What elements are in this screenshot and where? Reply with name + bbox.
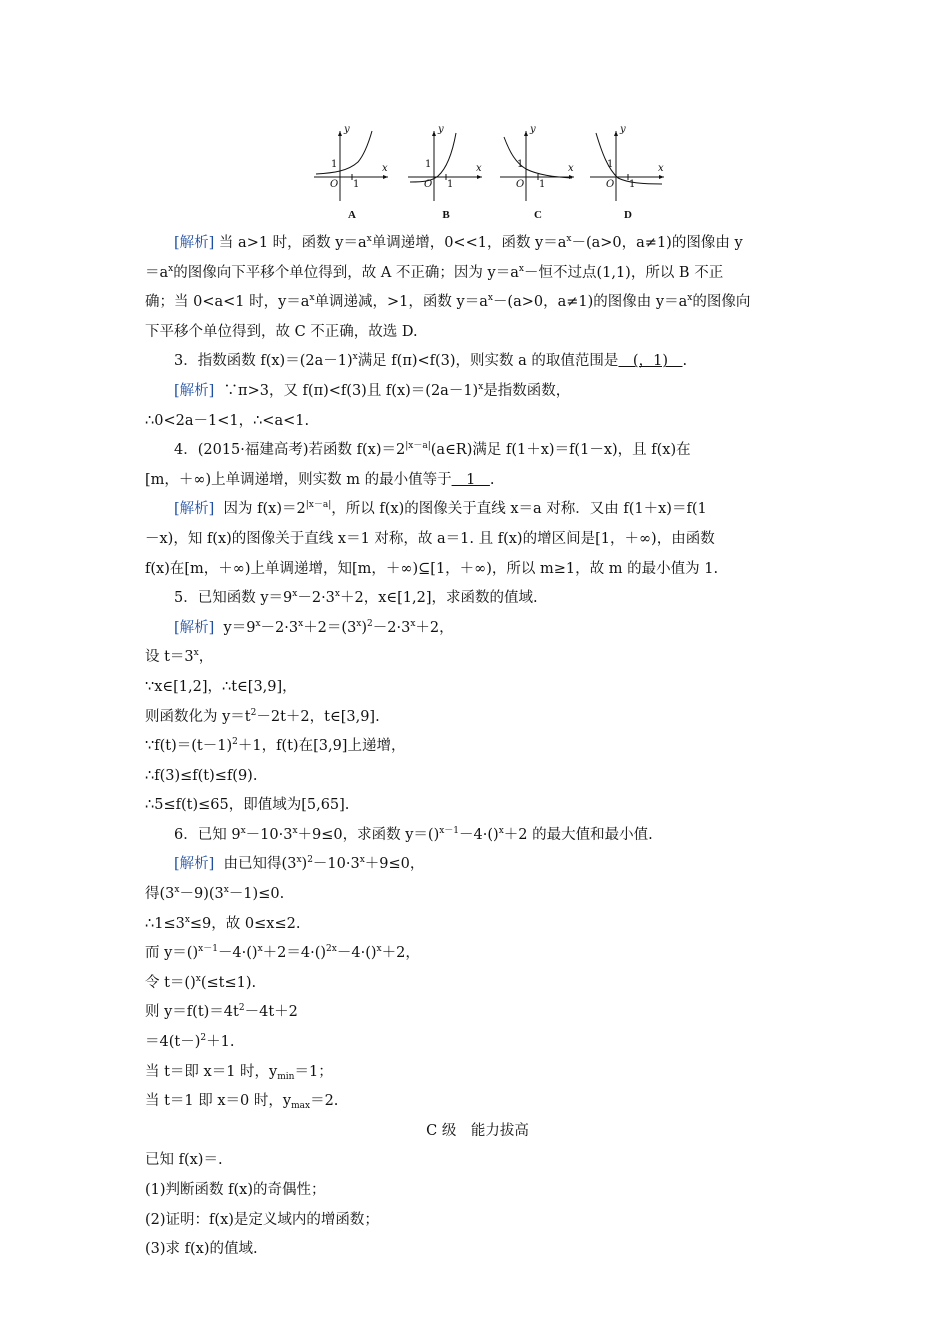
solution-6-line-4: 而 y＝()$^{x-1}$－4·()$^x$＋2＝4·()$^{2x}$－4·()$^x$＋2，: [145, 944, 420, 962]
graph-option-d: [586, 125, 670, 225]
solution-6-line-8: 当 t＝即 x＝1 时，$y_{min}=1$；: [145, 1063, 333, 1082]
origin-label: O: [424, 179, 433, 190]
question-c-stem: 已知 f(x)＝.: [145, 1152, 223, 1169]
question-4-line-2: [m，＋∞)上单调递增，则实数 m 的最小值等于＿1＿.: [145, 471, 495, 488]
origin-label: O: [606, 179, 615, 190]
solution-6-line-3: $\therefore 1\le 3^x\le 9$，故 0≤x≤2.: [145, 914, 301, 932]
solution-4-line-1: [解析] 因为 $f(x)=2^{|x-a|}$，所以 f(x)的图像关于直线 x＝a 对称．又由 f(1＋x)＝f(1: [174, 500, 707, 518]
analysis-tag: [解析]: [174, 501, 215, 518]
solution-5-line-6: ∴f(3)≤f(t)≤f(9).: [145, 767, 258, 784]
solution-3-line-1: [解析] ∵π>3，又 f(π)<f(3)且 $f(x)=(2a-1)^x$是指数函数，: [174, 381, 571, 399]
solution-5-line-1: [解析] $y=9^x-2\cdot 3^x+2=(3^x)^2-2\cdot 3^x+2$，: [174, 618, 454, 636]
document-body: [145, 229, 810, 1265]
y-axis-label: y: [530, 124, 536, 135]
solution-5-line-4: 则函数化为 $y=t^2-2t+2$，t∈[3,9].: [145, 707, 380, 725]
answer-blank: ＿(，1)＿: [618, 353, 683, 370]
solution-6-line-5: 令 t＝()$^x$(≤t≤1).: [145, 973, 257, 991]
y-tick-1: 1: [607, 159, 614, 170]
y-tick-1: 1: [331, 159, 338, 170]
x-tick-1: 1: [353, 179, 360, 190]
y-tick-1: 1: [517, 159, 524, 170]
y-axis-label: y: [438, 124, 444, 135]
question-c-part-2: (2)证明：f(x)是定义域内的增函数；: [145, 1211, 379, 1228]
x-axis-label: x: [382, 163, 388, 174]
solution-6-line-2: 得$(3^x-9)(3^x-1)\le 0$.: [145, 885, 285, 903]
question-3: 3．指数函数 $f(x)=(2a-1)^x$满足 f(π)<f(3)，则实数 a 的取值范围是＿(，1)＿.: [174, 352, 688, 370]
section-heading: C 级 能力拔高: [426, 1122, 529, 1139]
origin-label: O: [330, 179, 339, 190]
solution-6-line-9: 当 t＝1 即 x＝0 时，$y_{max}=2$.: [145, 1093, 339, 1112]
x-tick-1: 1: [539, 179, 546, 190]
question-c-part-1: (1)判断函数 f(x)的奇偶性；: [145, 1182, 326, 1198]
graph-label: D: [624, 209, 632, 221]
solution-6-line-1: [解析] 由已知得$(3^x)^2-10\cdot 3^x+9\le 0$，: [174, 855, 425, 873]
x-axis-label: x: [658, 163, 664, 174]
question-4-line-1: 4．(2015·福建高考)若函数 $f(x)=2^{|x-a|}(a\in R)$满足 f(1＋x)＝f(1－x)，且 f(x)在: [174, 441, 691, 459]
solution-2-line-4: 下平移个单位得到，故 C 不正确，故选 D.: [145, 323, 418, 340]
solution-2-line-3: 确；当 0<a<1 时，$y=a^x$单调递减，>1，函数 $y=a^x-(a>0$，a≠1)的图像由 $y=a^x$的图像向: [145, 293, 751, 311]
x-axis-label: x: [476, 163, 482, 174]
solution-5-line-5: $\because f(t)=(t-1)^2+1$，f(t)在[3,9]上递增，: [145, 737, 406, 755]
graph-option-b: [404, 125, 488, 225]
analysis-tag: [解析]: [174, 856, 215, 873]
exponential-graph-options: [310, 125, 670, 225]
x-tick-1: 1: [629, 179, 636, 190]
graph-label: C: [534, 209, 542, 221]
graph-option-c: [496, 125, 580, 225]
graph-option-a: [310, 125, 394, 225]
solution-6-line-6: 则 $y=f(t)=4t^2-4t+2$: [145, 1003, 298, 1021]
analysis-tag: [解析]: [174, 619, 215, 636]
graph-label: A: [348, 209, 356, 221]
solution-2-line-1: [解析] 当 a>1 时，函数 $y=a^x$单调递增，0<<1，函数 $y=a^x-(a>0$，a≠1)的图像由 y: [174, 234, 743, 251]
solution-5-line-2: 设 $t=3^x$，: [145, 648, 214, 666]
solution-5-line-7: ∴5≤f(t)≤65，即值域为[5,65].: [145, 797, 350, 814]
solution-4-line-2: －x)，知 f(x)的图像关于直线 x＝1 对称，故 a＝1. 且 f(x)的增区间是[1，＋∞)，由函数: [145, 530, 715, 547]
y-axis-label: y: [620, 124, 626, 135]
solution-5-line-3: ∵x∈[1,2]，∴t∈[3,9]，: [145, 678, 297, 695]
solution-2-line-2: $=a^x$的图像向下平移个单位得到，故 A 不正确；因为 $y=a^x-$恒不过点(1,1)，所以 B 不正: [145, 263, 724, 281]
x-axis-label: x: [568, 163, 574, 174]
solution-6-line-7: $=4(t-)^2+1$.: [145, 1033, 235, 1051]
answer-blank: ＿1＿: [451, 471, 490, 488]
analysis-tag: [解析]: [174, 382, 215, 399]
y-tick-1: 1: [425, 159, 432, 170]
question-6: 6．已知 $9^x-10\cdot 3^x+9\le 0$，求函数 y＝()$^{x-1}$－4·()$^x$＋2 的最大值和最小值.: [174, 825, 653, 843]
solution-3-line-2: ∴0<2a－1<1，∴<a<1.: [145, 412, 310, 429]
origin-label: O: [516, 179, 525, 190]
x-tick-1: 1: [447, 179, 454, 190]
analysis-tag: [解析]: [174, 235, 215, 251]
solution-4-line-3: f(x)在[m，＋∞)上单调递增，知[m，＋∞)⊆[1，＋∞)，所以 m≥1，故 m 的最小值为 1.: [145, 560, 719, 577]
graph-label: B: [442, 209, 450, 221]
question-c-part-3: (3)求 f(x)的值域.: [145, 1241, 258, 1258]
question-5: 5．已知函数 $y=9^x-2\cdot 3^x+2$，x∈[1,2]，求函数的值域.: [174, 589, 538, 607]
y-axis-label: y: [344, 124, 350, 135]
